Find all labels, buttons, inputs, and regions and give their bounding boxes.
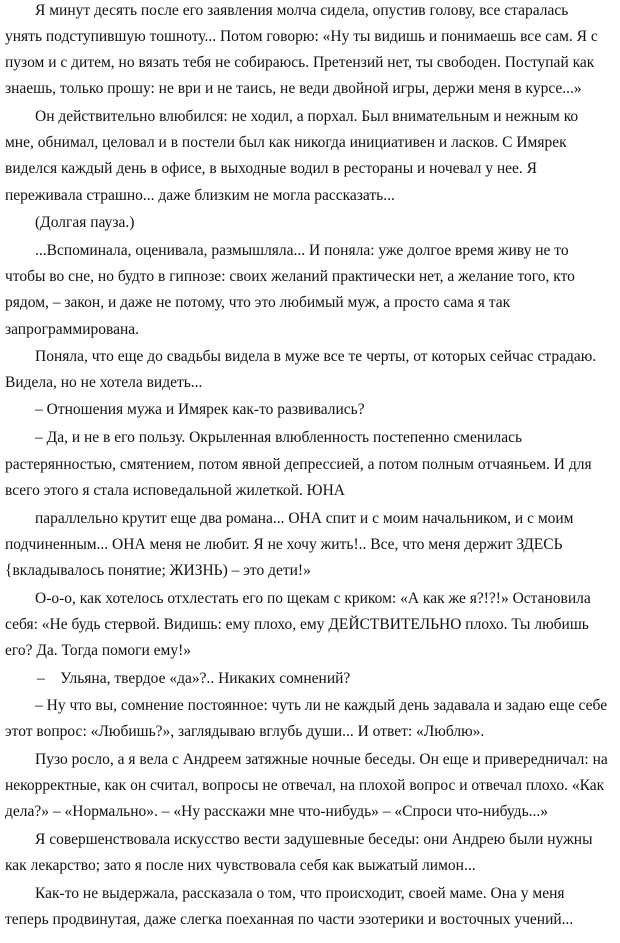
text-line: – Ульяна, твердое «да»?.. Никаких сомнений? (37, 670, 351, 687)
text-line: Он действительно влюбился: не ходил, а порхал. Был внимательным и нежным ко (35, 108, 579, 125)
text-line: (Долгая пауза.) (35, 214, 135, 231)
text-line: мне, обнимал, целовал и в постели был как никогда инициативен и ласков. С Имярек (5, 134, 567, 151)
text-line: – Да, и не в его пользу. Окрыленная влюбленность постепенно сменилась (35, 429, 523, 446)
text-line: переживала страшно... даже близким не могла рассказать... (5, 187, 395, 204)
text-line: пузом и с дитем, но вязать тебя не собираюсь. Претензий нет, ты свободен. Поступай как (5, 54, 595, 71)
text-line: некорректные, как он считал, вопросы не отвечал, на плохой вопрос и отвечал плохо. «Как (5, 777, 605, 794)
text-line: подчиненным... ОНА меня не любит. Я не хочу жить!.. Все, что меня держит ЗДЕСЬ (5, 536, 563, 553)
text-line: О-о-о, как хотелось отхлестать его по щекам с криком: «А как же я?!?!» Остановила (35, 590, 591, 607)
text-line: запрограммирована. (5, 321, 140, 338)
text-line: Пузо росло, а я вела с Андреем затяжные ночные беседы. Он еще и привередничал: на (35, 751, 608, 768)
text-line: дела?» – «Нормально». – «Ну расскажи мне что-нибудь» – «Спроси что-нибудь...» (5, 803, 549, 820)
text-line: себя: «Не будь стервой. Видишь: ему плохо, ему ДЕЙСТВИТЕЛЬНО плохо. Ты любишь (5, 616, 589, 633)
text-line: его? Да. Тогда помоги ему!» (5, 642, 192, 659)
text-line: виделся каждый день в офисе, в выходные водил в рестораны и ночевал у нее. Я (5, 160, 538, 177)
text-line: Я минут десять после его заявления молча сидела, опустив голову, все старалась (35, 2, 569, 19)
text-line: как лекарство; зато я после них чувствовала себя как выжатый лимон... (5, 857, 476, 874)
text-line: чтобы во сне, но будто в гипнозе: своих желаний практически нет, а желание того, кто (5, 268, 575, 285)
text-line: – Ну что вы, сомнение постоянное: чуть ли не каждый день задавала и задаю еще себе (35, 697, 608, 714)
text-line: Я совершенствовала искусство вести задушевные беседы: они Андрею были нужны (35, 831, 593, 848)
text-line: знаешь, только прошу: не ври и не таись, не веди двойной игры, держи меня в курсе...» (5, 80, 582, 97)
text-line: этот вопрос: «Любишь?», заглядываю вглубь души... И ответ: «Люблю». (5, 723, 485, 740)
text-line: теперь продвинутая, даже слегка поеханная по части эзотерики и восточных учений... (5, 911, 574, 928)
text-line: всего этого я стала исповедальной жилеткой. ЮНА (5, 482, 345, 499)
text-line: ...Вспоминала, оценивала, размышляла... И поняла: уже долгое время живу не то (35, 242, 569, 259)
text-line: параллельно крутит еще два романа... ОНА спит и с моим начальником, и с моим (35, 510, 574, 527)
text-line: Как-то не выдержала, рассказала о том, что происходит, своей маме. Она у меня (35, 885, 565, 902)
text-line: растерянностью, смятением, потом явной депрессией, а потом полным отчаяньем. И для (5, 456, 592, 473)
text-line: {вкладывалось понятие; ЖИЗНЬ) – это дети!» (5, 562, 311, 579)
text-line: – Отношения мужа и Имярек как-то развивались? (35, 401, 365, 418)
text-line: рядом, – закон, и даже не потому, что это любимый муж, а просто сама я так (5, 294, 511, 311)
text-line: Поняла, что еще до свадьбы видела в муже все те черты, от которых сейчас страдаю. (35, 348, 597, 365)
text-line: Видела, но не хотела видеть... (5, 374, 203, 391)
text-line: унять подступившую тошноту... Потом говорю: «Ну ты видишь и понимаешь все сам. Я с (5, 28, 598, 45)
